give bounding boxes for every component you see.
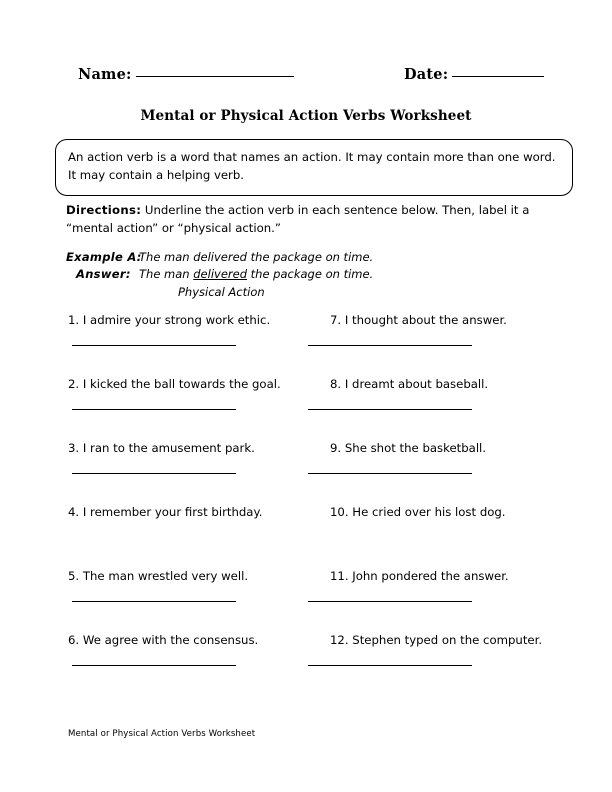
question-item — [68, 377, 318, 441]
question-text: 12. Stephen typed on the computer. — [330, 633, 543, 647]
example-label: Example A: — [66, 250, 142, 264]
answer-write-line[interactable] — [308, 665, 472, 666]
question-text: 6. We agree with the consensus. — [68, 633, 259, 647]
question-item — [68, 313, 318, 377]
answer-write-line[interactable] — [308, 409, 472, 410]
directions — [66, 201, 566, 237]
question-item — [68, 569, 318, 633]
question-text: 1. I admire your strong work ethic. — [68, 313, 271, 327]
question-text: 5. The man wrestled very well. — [68, 569, 249, 583]
definition-text: An action verb is a word that names an action. It may contain more than one word. It may contain a helping verb. — [68, 150, 556, 182]
answer-write-line[interactable] — [72, 473, 236, 474]
question-text: 4. I remember your first birthday. — [68, 505, 263, 519]
question-item — [330, 441, 580, 505]
question-item — [68, 441, 318, 505]
directions-label: Directions: — [66, 203, 142, 217]
name-field — [78, 66, 294, 83]
question-item — [68, 633, 318, 697]
answer-write-line[interactable] — [72, 665, 236, 666]
question-text: 3. I ran to the amusement park. — [68, 441, 255, 455]
answer-write-line[interactable] — [308, 601, 472, 602]
name-write-line[interactable] — [136, 76, 294, 77]
question-column-left — [68, 313, 318, 697]
question-item — [330, 377, 580, 441]
answer-write-line[interactable] — [308, 345, 472, 346]
question-text: 10. He cried over his lost dog. — [330, 505, 506, 519]
example-prompt-row — [66, 249, 506, 266]
date-write-line[interactable] — [452, 76, 544, 77]
answer-write-line[interactable] — [72, 601, 236, 602]
question-text: 9. She shot the basketball. — [330, 441, 487, 455]
date-field — [404, 66, 544, 83]
definition-box — [55, 139, 573, 196]
answer-classification: Physical Action — [178, 285, 265, 300]
example-block — [66, 249, 506, 301]
answer-label: Answer: — [76, 266, 131, 281]
answer-sentence — [134, 266, 373, 283]
directions-text: Underline the action verb in each sentence below. Then, label it a “mental action” or “physical action.” — [66, 203, 530, 236]
question-text: 11. John pondered the answer. — [330, 569, 509, 583]
answer-underlined-verb: delivered — [193, 266, 247, 281]
example-answer-row — [66, 266, 506, 283]
date-label: Date: — [404, 66, 449, 83]
answer-write-line[interactable] — [72, 345, 236, 346]
answer-text-after: the package on time. — [247, 266, 374, 281]
answer-write-line[interactable] — [72, 409, 236, 410]
answer-write-line[interactable] — [308, 473, 472, 474]
question-item — [330, 633, 580, 697]
question-text: 8. I dreamt about baseball. — [330, 377, 489, 391]
question-column-right — [330, 313, 580, 697]
question-item — [330, 313, 580, 377]
question-item — [68, 505, 318, 569]
page-title: Mental or Physical Action Verbs Worksheet — [140, 108, 472, 124]
header-fields — [0, 66, 612, 90]
question-text: 2. I kicked the ball towards the goal. — [68, 377, 281, 391]
question-item — [330, 569, 580, 633]
name-label: Name: — [78, 66, 132, 83]
footer-text: Mental or Physical Action Verbs Worksheet — [68, 729, 256, 739]
example-sentence: The man delivered the package on time. — [139, 250, 374, 264]
question-text: 7. I thought about the answer. — [330, 313, 507, 327]
answer-text-before: The man — [139, 266, 194, 281]
question-item — [330, 505, 580, 569]
